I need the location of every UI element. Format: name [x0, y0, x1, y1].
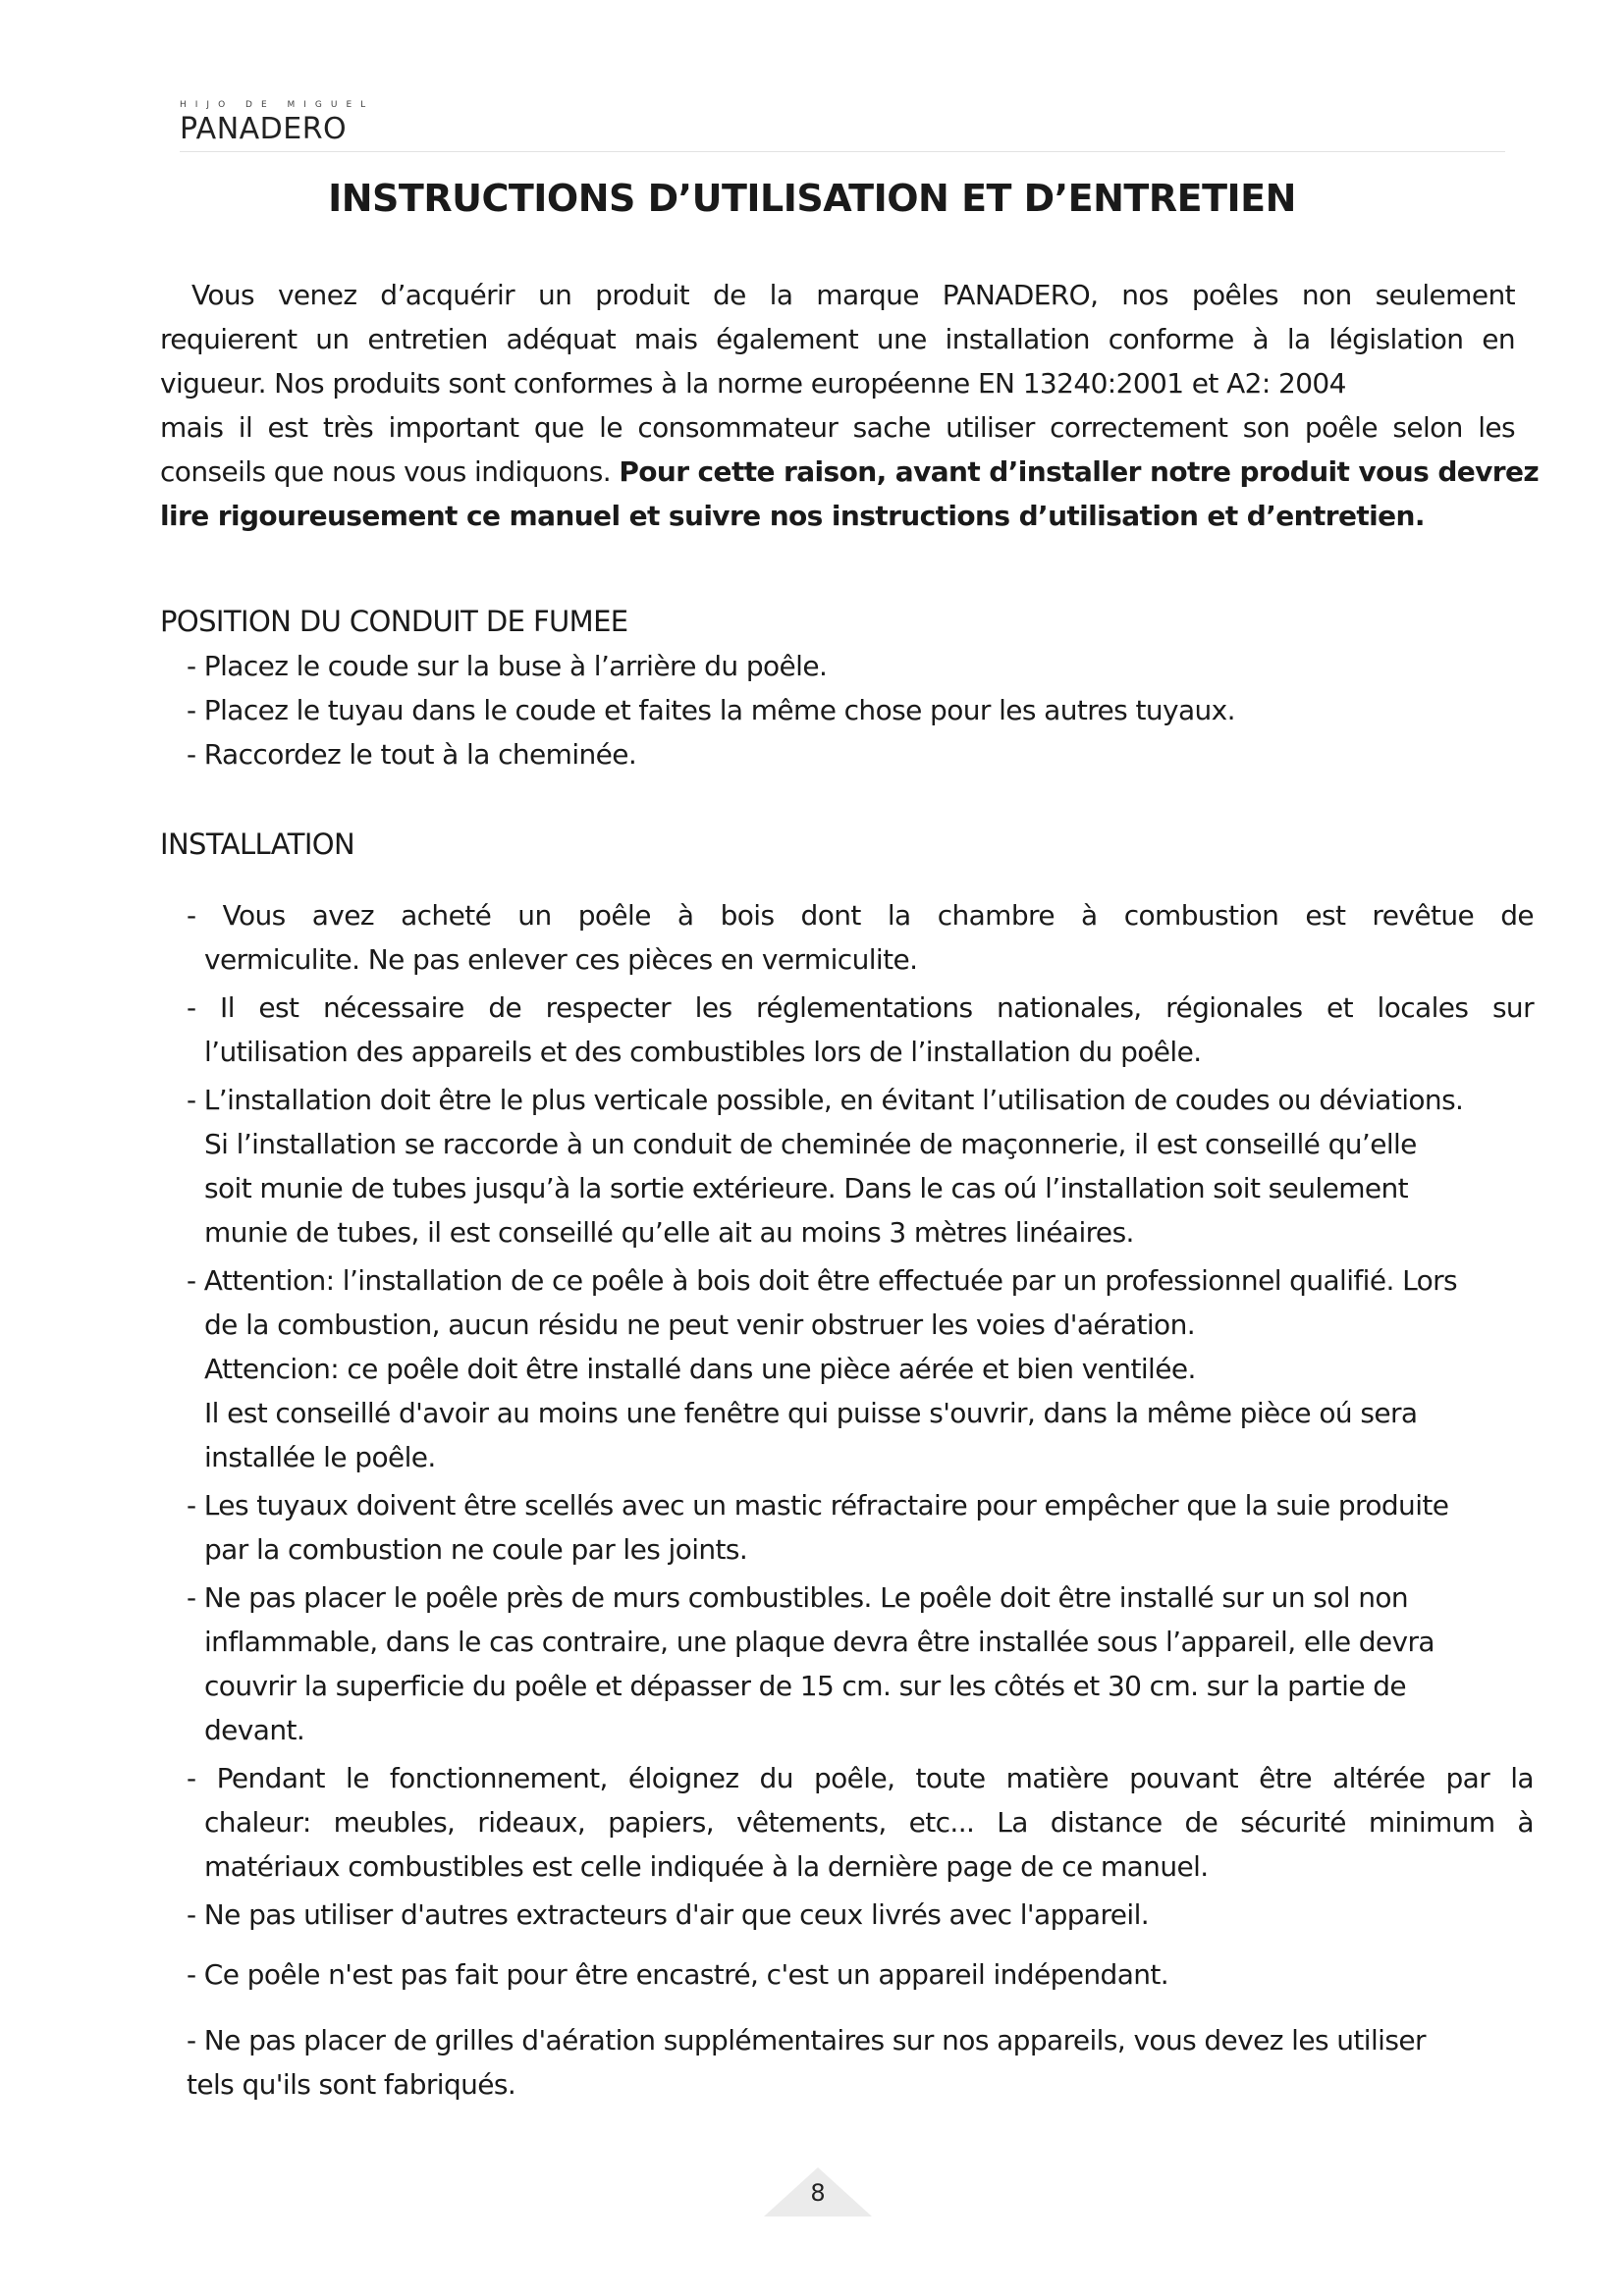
list-item — [187, 1078, 1534, 1255]
list-item — [187, 986, 1534, 1074]
item-line: tels qu'ils sont fabriqués. — [187, 2068, 516, 2101]
item-line: couvrir la superficie du poêle et dépasser de 15 cm. sur les côtés et 30 cm. sur la partie de — [204, 1670, 1407, 1702]
logo-wordmark: PANADERO — [180, 112, 348, 146]
section-heading-position: POSITION DU CONDUIT DE FUMEE — [160, 605, 628, 638]
item-line: de la combustion, aucun résidu ne peut venir obstruer les voies d'aération. — [204, 1308, 1196, 1341]
item-line: - Attention: l’installation de ce poêle à bois doit être effectuée par un professionnel qualifié. Lors — [187, 1264, 1458, 1297]
list-item — [187, 893, 1534, 982]
item-line: - L’installation doit être le plus verticale possible, en évitant l’utilisation de coudes ou déviations. — [187, 1084, 1464, 1116]
page-number-marker — [764, 2167, 872, 2216]
item-line: installée le poêle. — [204, 1441, 436, 1473]
intro-bold-text: lire rigoureusement ce manuel et suivre nos instructions d’utilisation et d’entretien. — [160, 500, 1425, 532]
list-item: - Placez le tuyau dans le coude et faites la même chose pour les autres tuyaux. — [187, 694, 1235, 726]
item-line: Attencion: ce poêle doit être installé dans une pièce aérée et bien ventilée. — [204, 1353, 1196, 1385]
intro-line-bold — [160, 494, 1515, 538]
item-line: - Il est nécessaire de respecter les réglementations nationales, régionales et locales sur — [187, 991, 1534, 1024]
intro-line: mais il est très important que le consommateur sache utiliser correctement son poêle selon les — [160, 411, 1515, 444]
list-item — [187, 2018, 1534, 2107]
list-item — [187, 1483, 1534, 1572]
intro-paragraph — [160, 273, 1540, 538]
intro-line: Vous venez d’acquérir un produit de la marque PANADERO, nos poêles non seulement — [191, 279, 1515, 311]
intro-line: vigueur. Nos produits sont conformes à la norme européenne EN 13240:2001 et A2: 2004 — [160, 367, 1346, 400]
intro-bold-text: Pour cette raison, avant d’installer notre produit vous devrez — [619, 455, 1540, 488]
intro-line-mixed — [160, 450, 1540, 494]
list-item — [187, 1258, 1534, 1479]
position-steps-list — [187, 644, 1235, 776]
installation-list — [187, 893, 1534, 2110]
item-line: par la combustion ne coule par les joints. — [204, 1533, 748, 1566]
intro-text: conseils que nous vous indiquons. — [160, 455, 611, 488]
item-line: - Ne pas placer de grilles d'aération supplémentaires sur nos appareils, vous devez les utiliser — [187, 2024, 1426, 2056]
brand-logo — [180, 100, 374, 146]
logo-tagline: HIJO DE MIGUEL — [180, 100, 375, 110]
item-line: - Ce poêle n'est pas fait pour être encastré, c'est un appareil indépendant. — [187, 1958, 1169, 1991]
list-item — [187, 1756, 1534, 1889]
item-line: vermiculite. Ne pas enlever ces pièces en vermiculite. — [204, 943, 918, 976]
page-number: 8 — [810, 2179, 826, 2207]
item-line: l’utilisation des appareils et des combustibles lors de l’installation du poêle. — [204, 1036, 1202, 1068]
intro-line: requierent un entretien adéquat mais également une installation conforme à la législation en — [160, 323, 1515, 355]
list-item — [187, 1893, 1534, 1937]
item-line: Il est conseillé d'avoir au moins une fenêtre qui puisse s'ouvrir, dans la même pièce oú sera — [204, 1397, 1418, 1429]
list-item — [187, 1952, 1534, 1997]
item-line: - Ne pas utiliser d'autres extracteurs d'air que ceux livrés avec l'appareil. — [187, 1898, 1150, 1931]
list-item: - Raccordez le tout à la cheminée. — [187, 738, 637, 771]
item-line: - Ne pas placer le poêle près de murs combustibles. Le poêle doit être installé sur un sol non — [187, 1581, 1409, 1614]
item-line: munie de tubes, il est conseillé qu’elle ait au moins 3 mètres linéaires. — [204, 1216, 1134, 1249]
item-line: soit munie de tubes jusqu’à la sortie extérieure. Dans le cas oú l’installation soit seulement — [204, 1172, 1409, 1204]
item-line: matériaux combustibles est celle indiquée à la dernière page de ce manuel. — [204, 1850, 1209, 1883]
section-heading-installation: INSTALLATION — [160, 828, 355, 861]
item-line: - Les tuyaux doivent être scellés avec un mastic réfractaire pour empêcher que la suie produite — [187, 1489, 1449, 1522]
item-line: - Pendant le fonctionnement, éloignez du poêle, toute matière pouvant être altérée par la — [187, 1762, 1534, 1794]
item-line: inflammable, dans le cas contraire, une plaque devra être installée sous l’appareil, elle devra — [204, 1626, 1435, 1658]
item-line: devant. — [204, 1714, 305, 1746]
item-line: chaleur: meubles, rideaux, papiers, vêtements, etc... La distance de sécurité minimum à — [204, 1806, 1534, 1839]
header-divider — [180, 151, 1505, 152]
list-item: - Placez le coude sur la buse à l’arrière du poêle. — [187, 650, 828, 682]
page-title: INSTRUCTIONS D’UTILISATION ET D’ENTRETIEN — [328, 177, 1296, 220]
item-line: Si l’installation se raccorde à un conduit de cheminée de maçonnerie, il est conseillé qu’elle — [204, 1128, 1417, 1160]
item-line: - Vous avez acheté un poêle à bois dont la chambre à combustion est revêtue de — [187, 899, 1534, 932]
list-item — [187, 1575, 1534, 1752]
